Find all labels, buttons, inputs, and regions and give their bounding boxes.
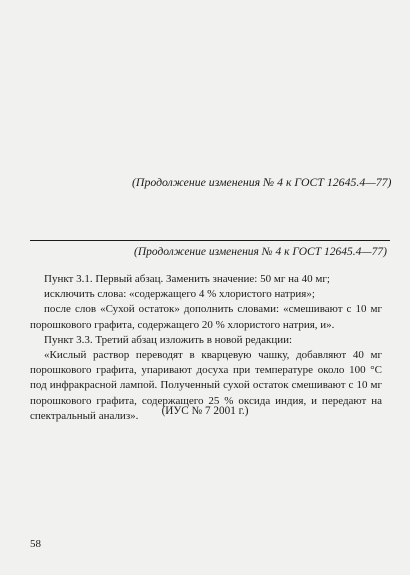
paragraph-3: после слов «Сухой остаток» дополнить словами: «смешивают с 10 мг порошкового графита, содержащего 20 % хлористого натрия, и». — [30, 303, 382, 331]
continuation-note-top: (Продолжение изменения № 4 к ГОСТ 12645.4—77) — [132, 175, 392, 189]
source-reference: (ИУС № 7 2001 г.) — [161, 405, 249, 417]
paragraph-2: исключить слова: «содержащего 4 % хлористого натрия»; — [44, 288, 315, 301]
paragraph-1: Пункт 3.1. Первый абзац. Заменить значение: 50 мг на 40 мг; — [44, 273, 330, 285]
paragraph-4: Пункт 3.3. Третий абзац изложить в новой редакции: — [44, 333, 293, 346]
page-number: 58 — [30, 538, 41, 550]
continuation-note: (Продолжение изменения № 4 к ГОСТ 12645.4—77) — [134, 246, 387, 258]
paragraph-5: «Кислый раствор переводят в кварцевую чашку, добавляют 40 мг порошкового графита, упаривают досуха при температуре около 100 °С под инфракрасной лампой. Полученный сухой остаток смешивают с 10 мг порошкового графита, содержащего 25 % оксида индия, и передают на спектральный анализ». — [30, 349, 382, 422]
header-divider — [30, 240, 390, 241]
amendment-text — [30, 272, 382, 424]
